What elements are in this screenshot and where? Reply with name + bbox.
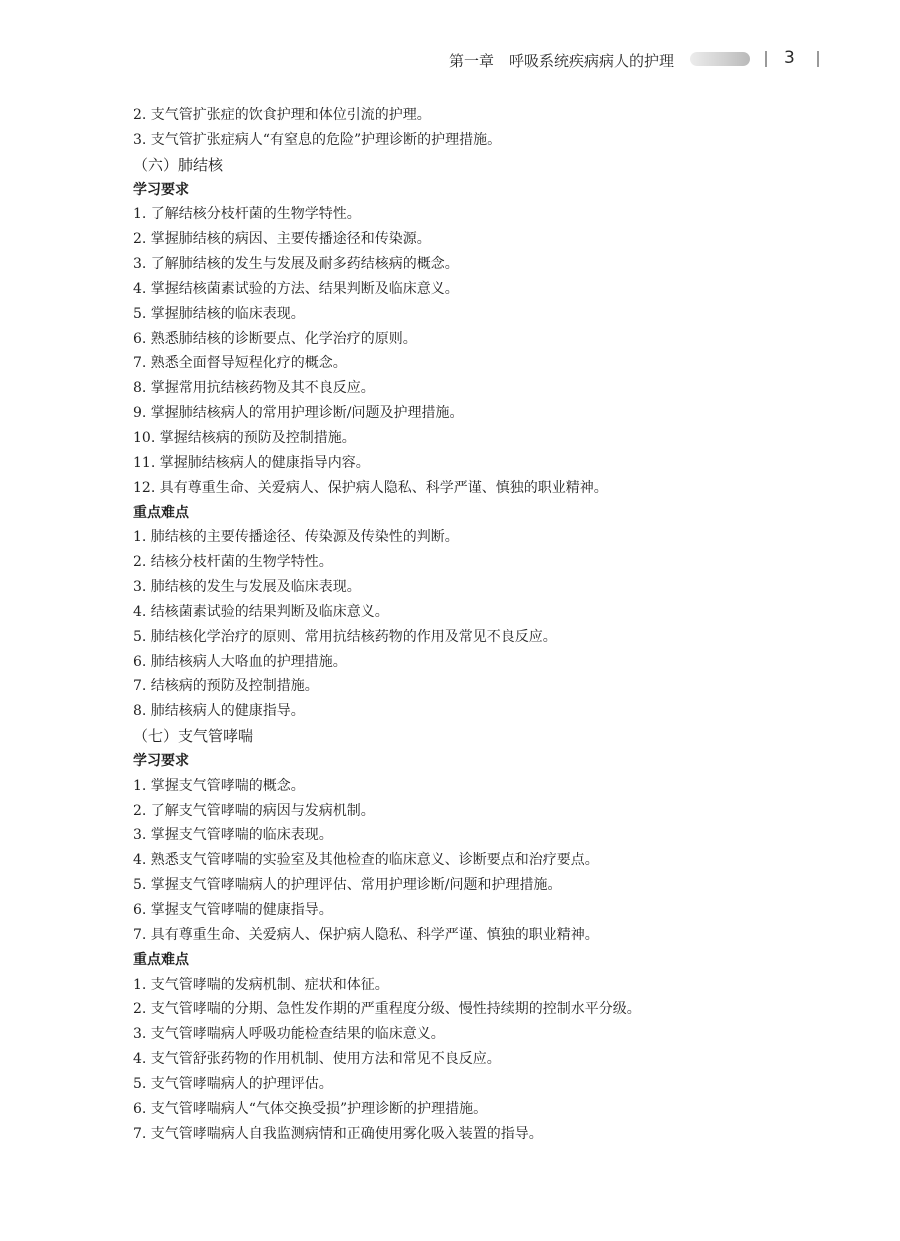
list-item: 8. 肺结核病人的健康指导。 xyxy=(133,703,305,720)
list-item: 7. 具有尊重生命、关爱病人、保护病人隐私、科学严谨、慎独的职业精神。 xyxy=(133,926,599,943)
list-item: 6. 支气管哮喘病人“气体交换受损”护理诊断的护理措施。 xyxy=(133,1100,488,1117)
subsection-heading: 学习要求 xyxy=(133,181,189,198)
list-item: 4. 熟悉支气管哮喘的实验室及其他检查的临床意义、诊断要点和治疗要点。 xyxy=(133,852,599,869)
list-item: 7. 结核病的预防及控制措施。 xyxy=(133,678,319,695)
list-item: 11. 掌握肺结核病人的健康指导内容。 xyxy=(133,454,370,471)
page-content xyxy=(133,103,833,1146)
list-item: 5. 支气管哮喘病人的护理评估。 xyxy=(133,1075,333,1092)
list-item: 6. 掌握支气管哮喘的健康指导。 xyxy=(133,902,333,918)
list-item: 1. 支气管哮喘的发病机制、症状和体征。 xyxy=(133,976,389,993)
list-item: 12. 具有尊重生命、关爱病人、保护病人隐私、科学严谨、慎独的职业精神。 xyxy=(133,479,608,496)
list-item: 10. 掌握结核病的预防及控制措施。 xyxy=(133,429,356,446)
list-item: 2. 支气管哮喘的分期、急性发作期的严重程度分级、慢性持续期的控制水平分级。 xyxy=(133,1001,641,1018)
list-item: 2. 支气管扩张症的饮食护理和体位引流的护理。 xyxy=(133,107,431,123)
list-item: 2. 结核分枝杆菌的生物学特性。 xyxy=(133,554,333,571)
list-item: 1. 掌握支气管哮喘的概念。 xyxy=(133,777,305,794)
list-item: 7. 熟悉全面督导短程化疗的概念。 xyxy=(133,355,347,372)
list-item: 5. 掌握支气管哮喘病人的护理评估、常用护理诊断/问题和护理措施。 xyxy=(133,877,562,894)
list-item: 4. 结核菌素试验的结果判断及临床意义。 xyxy=(133,603,389,620)
list-item: 3. 支气管哮喘病人呼吸功能检查结果的临床意义。 xyxy=(133,1026,445,1043)
list-item: 3. 了解肺结核的发生与发展及耐多药结核病的概念。 xyxy=(133,256,459,273)
chapter-title: 第一章 呼吸系统疾病病人的护理 xyxy=(448,52,674,70)
section-heading: （七）支气管哮喘 xyxy=(133,727,254,746)
list-item: 3. 支气管扩张症病人“有窒息的危险”护理诊断的护理措施。 xyxy=(133,131,502,148)
header-decoration-bar xyxy=(690,52,750,66)
list-item: 4. 掌握结核菌素试验的方法、结果判断及临床意义。 xyxy=(133,280,459,297)
list-item: 6. 肺结核病人大咯血的护理措施。 xyxy=(133,653,347,670)
section-heading: （六）肺结核 xyxy=(133,155,224,174)
subsection-heading: 学习要求 xyxy=(133,752,189,769)
header-divider-left xyxy=(765,51,767,67)
list-item: 5. 肺结核化学治疗的原则、常用抗结核药物的作用及常见不良反应。 xyxy=(133,628,557,645)
list-item: 8. 掌握常用抗结核药物及其不良反应。 xyxy=(133,380,375,397)
list-item: 3. 肺结核的发生与发展及临床表现。 xyxy=(133,579,361,596)
list-item: 2. 了解支气管哮喘的病因与发病机制。 xyxy=(133,802,375,819)
list-item: 3. 掌握支气管哮喘的临床表现。 xyxy=(133,827,333,844)
list-item: 5. 掌握肺结核的临床表现。 xyxy=(133,305,305,322)
page-number: 3 xyxy=(784,48,795,68)
list-item: 6. 熟悉肺结核的诊断要点、化学治疗的原则。 xyxy=(133,330,417,347)
list-item: 4. 支气管舒张药物的作用机制、使用方法和常见不良反应。 xyxy=(133,1051,501,1068)
list-item: 9. 掌握肺结核病人的常用护理诊断/问题及护理措施。 xyxy=(133,405,464,422)
header-divider-right xyxy=(817,51,819,67)
subsection-heading: 重点难点 xyxy=(133,504,189,521)
list-item: 2. 掌握肺结核的病因、主要传播途径和传染源。 xyxy=(133,231,431,248)
subsection-heading: 重点难点 xyxy=(133,951,189,968)
list-item: 7. 支气管哮喘病人自我监测病情和正确使用雾化吸入装置的指导。 xyxy=(133,1125,543,1142)
list-item: 1. 肺结核的主要传播途径、传染源及传染性的判断。 xyxy=(133,529,459,546)
page-header xyxy=(0,48,900,72)
list-item: 1. 了解结核分枝杆菌的生物学特性。 xyxy=(133,206,361,223)
